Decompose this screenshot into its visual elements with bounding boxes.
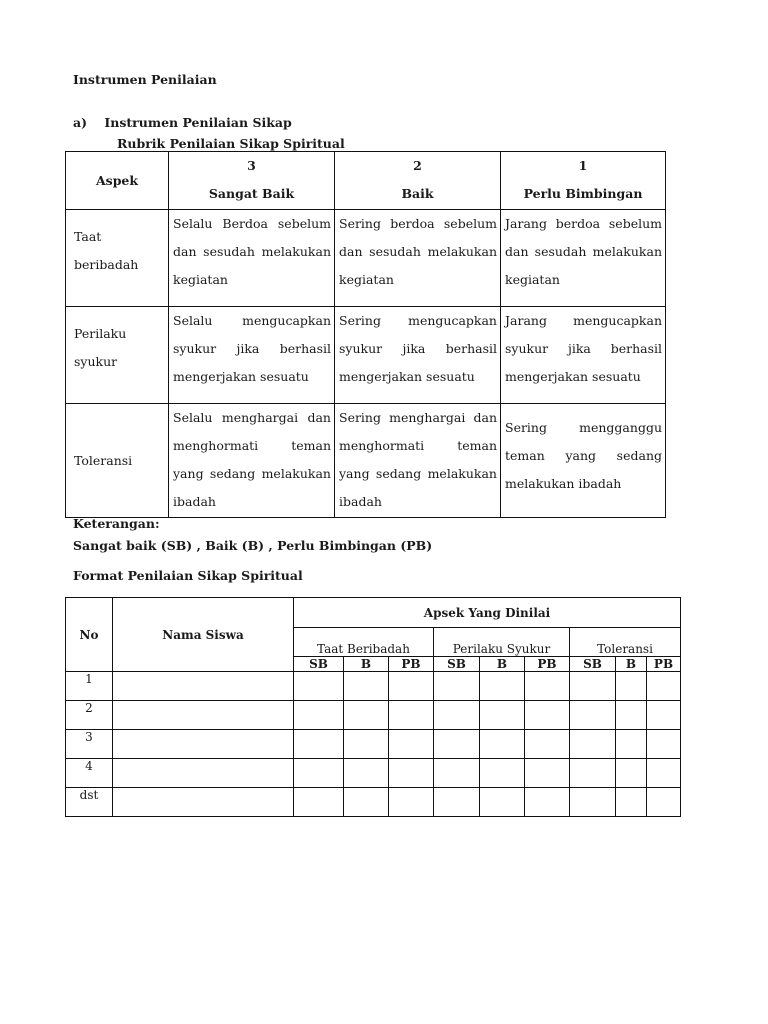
format-sub-header: SB <box>570 657 616 672</box>
rubric-aspek-cell <box>66 404 169 518</box>
score-cell <box>480 730 525 759</box>
row-number: 3 <box>66 730 113 759</box>
rubric-aspek-cell <box>66 307 169 404</box>
level-label: Baik <box>401 186 434 201</box>
score-cell <box>434 759 480 788</box>
row-number: 4 <box>66 759 113 788</box>
score-cell <box>647 730 681 759</box>
level-label: Perlu Bimbingan <box>523 186 643 201</box>
score-cell <box>294 701 344 730</box>
rubric-desc-cell: Sering mengganggu teman yang sedang melakukan ibadah <box>501 404 666 518</box>
score-cell <box>647 759 681 788</box>
rubric-header-level <box>169 152 335 210</box>
score-cell <box>525 759 570 788</box>
format-header-row <box>66 598 681 628</box>
score-cell <box>570 701 616 730</box>
score-cell <box>480 759 525 788</box>
format-group-header: Taat Beribadah <box>294 628 434 657</box>
aspek-line: syukur <box>74 354 118 369</box>
score-cell <box>525 730 570 759</box>
score-cell <box>344 730 389 759</box>
rubric-desc-cell: Sering mengucapkan syukur jika berhasil mengerjakan sesuatu <box>335 307 501 404</box>
rubric-table <box>65 151 666 518</box>
rubric-desc-cell: Selalu menghargai dan menghormati teman yang sedang melakukan ibadah <box>169 404 335 518</box>
score-cell <box>570 788 616 817</box>
score-cell <box>647 788 681 817</box>
row-number: 2 <box>66 701 113 730</box>
format-sub-header: PB <box>647 657 681 672</box>
table-row <box>66 672 681 701</box>
table-row <box>66 701 681 730</box>
score-cell <box>616 788 647 817</box>
score-cell <box>616 701 647 730</box>
format-sub-header: PB <box>389 657 434 672</box>
score-cell <box>570 672 616 701</box>
score-cell <box>525 788 570 817</box>
row-number: dst <box>66 788 113 817</box>
format-table <box>65 597 681 817</box>
format-title: Format Penilaian Sikap Spiritual <box>73 568 303 583</box>
student-name-cell <box>113 672 294 701</box>
rubric-header-level <box>501 152 666 210</box>
rubric-desc-cell: Sering menghargai dan menghormati teman yang sedang melakukan ibadah <box>335 404 501 518</box>
aspek-line: Toleransi <box>74 452 133 468</box>
section-heading: a) Instrumen Penilaian Sikap <box>73 115 292 130</box>
score-cell <box>389 730 434 759</box>
score-cell <box>480 672 525 701</box>
format-sub-header: SB <box>434 657 480 672</box>
score-cell <box>570 730 616 759</box>
rubric-header-level <box>335 152 501 210</box>
format-sub-header: B <box>616 657 647 672</box>
score-cell <box>434 672 480 701</box>
aspek-line: beribadah <box>74 257 139 272</box>
score-cell <box>344 759 389 788</box>
score-cell <box>616 759 647 788</box>
score-cell <box>647 701 681 730</box>
format-group-header: Perilaku Syukur <box>434 628 570 657</box>
score-cell <box>434 788 480 817</box>
score-cell <box>294 672 344 701</box>
level-score: 3 <box>247 158 256 173</box>
level-score: 2 <box>413 158 422 173</box>
student-name-cell <box>113 701 294 730</box>
rubric-desc-cell: Selalu mengucapkan syukur jika berhasil mengerjakan sesuatu <box>169 307 335 404</box>
row-number: 1 <box>66 672 113 701</box>
format-sub-header: B <box>344 657 389 672</box>
score-cell <box>480 788 525 817</box>
table-row <box>66 788 681 817</box>
table-row <box>66 730 681 759</box>
format-no-header: No <box>66 598 113 672</box>
rubric-header-row <box>66 152 666 210</box>
score-cell <box>525 672 570 701</box>
score-cell <box>294 730 344 759</box>
format-nama-header: Nama Siswa <box>113 598 294 672</box>
aspek-line: Perilaku <box>74 326 127 341</box>
score-cell <box>570 759 616 788</box>
score-cell <box>525 701 570 730</box>
table-row <box>66 759 681 788</box>
rubric-title: Rubrik Penilaian Sikap Spiritual <box>117 136 345 151</box>
format-aspek-header: Apsek Yang Dinilai <box>294 598 681 628</box>
score-cell <box>480 701 525 730</box>
format-group-header: Toleransi <box>570 628 681 657</box>
format-sub-header: PB <box>525 657 570 672</box>
score-cell <box>616 672 647 701</box>
rubric-desc-cell: Jarang berdoa sebelum dan sesudah melakukan kegiatan <box>501 210 666 307</box>
score-cell <box>344 672 389 701</box>
score-cell <box>294 788 344 817</box>
rubric-desc-cell: Sering berdoa sebelum dan sesudah melakukan kegiatan <box>335 210 501 307</box>
aspek-line: Taat <box>74 229 102 244</box>
rubric-row <box>66 210 666 307</box>
rubric-desc-cell: Jarang mengucapkan syukur jika berhasil mengerjakan sesuatu <box>501 307 666 404</box>
document-heading: Instrumen Penilaian <box>73 72 217 87</box>
level-label: Sangat Baik <box>208 186 295 201</box>
rubric-desc-cell: Selalu Berdoa sebelum dan sesudah melakukan kegiatan <box>169 210 335 307</box>
score-cell <box>434 730 480 759</box>
rubric-aspek-cell <box>66 210 169 307</box>
format-sub-header: SB <box>294 657 344 672</box>
level-score: 1 <box>578 158 588 173</box>
score-cell <box>344 701 389 730</box>
rubric-row <box>66 307 666 404</box>
student-name-cell <box>113 730 294 759</box>
score-cell <box>389 759 434 788</box>
score-cell <box>389 672 434 701</box>
score-cell <box>389 701 434 730</box>
score-cell <box>616 730 647 759</box>
keterangan-text: Sangat baik (SB) , Baik (B) , Perlu Bimbingan (PB) <box>73 538 433 553</box>
format-sub-header: B <box>480 657 525 672</box>
rubric-row <box>66 404 666 518</box>
rubric-header-aspek: Aspek <box>66 152 169 210</box>
student-name-cell <box>113 759 294 788</box>
score-cell <box>647 672 681 701</box>
score-cell <box>389 788 434 817</box>
score-cell <box>434 701 480 730</box>
keterangan-label: Keterangan: <box>73 516 160 531</box>
score-cell <box>294 759 344 788</box>
score-cell <box>344 788 389 817</box>
student-name-cell <box>113 788 294 817</box>
